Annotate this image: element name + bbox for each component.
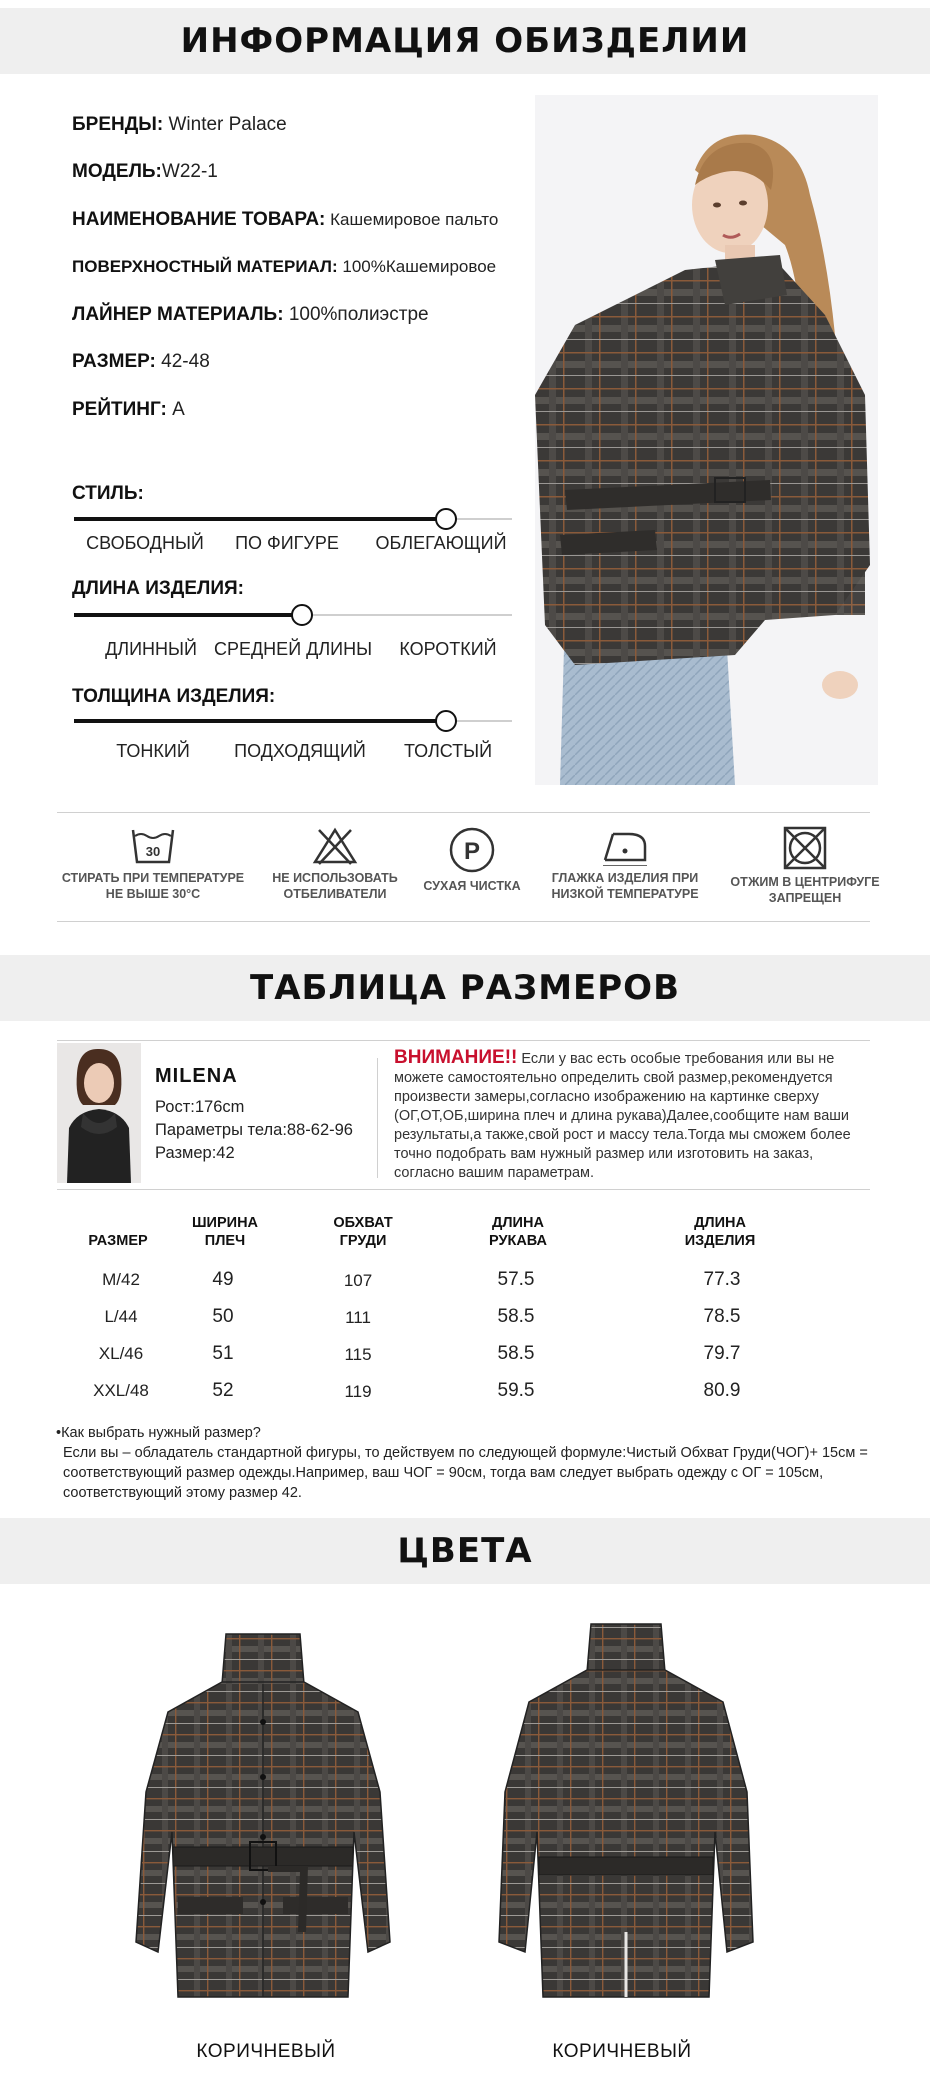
coat-front-illustration <box>118 1602 408 2022</box>
table-cell: XL/46 <box>98 1344 144 1363</box>
table-cell: 79.7 <box>703 1343 741 1364</box>
table-cell: L/44 <box>104 1307 138 1326</box>
table-header: РАЗМЕР <box>88 1233 148 1249</box>
model-coat-photo <box>535 95 878 785</box>
scale-fill <box>74 719 446 723</box>
spec-label: ЛАЙНЕР МАТЕРИАЛЬ: <box>72 304 284 325</box>
style-scale-title: СТИЛЬ: <box>72 483 144 504</box>
table-header: ДЛИНА РУКАВА <box>488 1215 548 1249</box>
length-scale-track <box>74 613 512 617</box>
spec-product-name <box>72 209 498 231</box>
model-vertical-divider <box>377 1058 378 1178</box>
spec-value: W22-1 <box>161 161 218 182</box>
spec-rating <box>72 399 185 421</box>
table-cell: 50 <box>212 1306 234 1327</box>
length-scale-title: ДЛИНА ИЗДЕЛИЯ: <box>72 578 244 599</box>
table-header: ОБХВАТ ГРУДИ <box>333 1215 393 1249</box>
spec-label: ПОВЕРХНОСТНЫЙ МАТЕРИАЛ: <box>72 257 338 276</box>
size-advice-text: Если вы – обладатель стандартной фигуры, то действуем по следующей формуле:Чистый Обхват Груди(ЧОГ)+ 15см = соответствующий размер одежды.Например, ваш ЧОГ = 90см, тогда вам следует выбрать одежду с ОГ = 105см, соответствующий этому размер 42. <box>63 1445 868 1501</box>
spec-size <box>72 351 210 373</box>
colors-section-title: ЦВЕТА <box>397 1531 533 1571</box>
table-header: ДЛИНА ИЗДЕЛИЯ <box>684 1215 756 1249</box>
dry-clean-letter: P <box>463 838 481 865</box>
size-model-photo <box>57 1043 141 1183</box>
scale-option: ТОНКИЙ <box>116 741 190 761</box>
care-label: ГЛАЖКА ИЗДЕЛИЯ ПРИ НИЗКОЙ ТЕМПЕРАТУРЕ <box>551 871 699 901</box>
spec-label: МОДЕЛЬ: <box>72 161 162 182</box>
scale-option: ДЛИННЫЙ <box>105 639 197 659</box>
size-advice <box>56 1423 876 1503</box>
table-cell: 59.5 <box>497 1380 535 1401</box>
table-cell: 49 <box>212 1269 234 1290</box>
model-top-divider <box>57 1040 870 1041</box>
wash-30-icon <box>129 826 177 866</box>
spec-value: 100%Кашемировое <box>337 257 497 276</box>
spec-value: 100%полиэстре <box>283 304 429 325</box>
wash-temperature-text: 30 <box>145 844 161 859</box>
spec-brand <box>72 114 287 136</box>
thickness-scale-track <box>74 719 512 723</box>
care-bottom-divider <box>57 921 870 922</box>
scale-option: ТОЛСТЫЙ <box>403 741 493 761</box>
table-cell: 58.5 <box>497 1306 535 1327</box>
care-label: СУХАЯ ЧИСТКА <box>423 879 521 893</box>
model-bottom-divider <box>57 1189 870 1190</box>
color-label-front: КОРИЧНЕВЫЙ <box>196 2041 336 2062</box>
table-cell: 51 <box>212 1343 234 1364</box>
scale-option: СРЕДНЕЙ ДЛИНЫ <box>213 639 373 659</box>
care-item-iron <box>525 826 725 902</box>
care-top-divider <box>57 812 870 813</box>
table-header: ШИРИНА ПЛЕЧ <box>191 1215 259 1249</box>
table-cell: XXL/48 <box>93 1381 149 1400</box>
colors-header-band <box>0 1518 930 1584</box>
style-scale-track <box>74 517 512 521</box>
care-label: СТИРАТЬ ПРИ ТЕМПЕРАТУРЕ НЕ ВЫШЕ 30°C <box>61 871 245 901</box>
attention-warning: ВНИМАНИЕ!! <box>394 1047 518 1068</box>
scale-fill <box>74 613 302 617</box>
spec-label: РЕЙТИНГ: <box>72 399 167 420</box>
dry-clean-p-icon <box>446 826 498 874</box>
coat-front-image <box>118 1602 408 2022</box>
spec-label: НАИМЕНОВАНИЕ ТОВАРА: <box>72 209 326 230</box>
spec-value: А <box>166 399 185 420</box>
care-label: ОТЖИМ В ЦЕНТРИФУГЕ ЗАПРЕЩЕН <box>730 875 880 905</box>
spec-label: БРЕНДЫ: <box>72 114 164 135</box>
care-item-wash <box>53 826 253 902</box>
spec-model <box>72 161 218 183</box>
info-section-title: ИНФОРМАЦИЯ ОБИЗДЕЛИИ <box>180 21 750 61</box>
model-size: Размер:42 <box>155 1144 235 1162</box>
attention-text: Если у вас есть особые требования или вы не можете самостоятельно определить свой размер,рекомендуется произвести замеры,согласно изображению на картинке сверху (ОГ,ОТ,ОБ,ширина плеч и длина рукава)Далее,сообщите нам ваши результаты,а также,свой рост и массу тела.Тогда мы сможем более точно подобрать вам нужный размер или изготовить на заказ, согласно вашим параметрам. <box>394 1051 851 1181</box>
size-model-illustration <box>57 1043 141 1183</box>
model-height: Рост:176cm <box>155 1098 245 1116</box>
spec-surface-material <box>72 256 496 278</box>
size-header-band <box>0 955 930 1021</box>
spec-value: Winter Palace <box>163 114 287 135</box>
table-cell: 111 <box>345 1308 371 1327</box>
table-cell: 52 <box>212 1380 234 1401</box>
color-label-back: КОРИЧНЕВЫЙ <box>552 2041 692 2062</box>
scale-option: СВОБОДНЫЙ <box>86 533 204 553</box>
table-cell: 80.9 <box>703 1380 741 1401</box>
scale-fill <box>74 517 446 521</box>
model-coat-illustration <box>535 95 878 785</box>
scale-option: ПО ФИГУРЕ <box>235 533 339 553</box>
table-cell: 58.5 <box>497 1343 535 1364</box>
model-params: Параметры тела:88-62-96 <box>155 1121 353 1139</box>
table-cell: M/42 <box>102 1270 140 1289</box>
scale-knob <box>435 508 457 530</box>
spec-lining-material <box>72 304 429 326</box>
no-bleach-icon <box>311 826 359 866</box>
coat-back-image <box>481 1602 771 2022</box>
scale-option: КОРОТКИЙ <box>399 639 497 659</box>
attention-note <box>394 1048 874 1183</box>
spec-value: Кашемировое пальто <box>325 210 499 229</box>
model-name: MILENA <box>155 1065 238 1087</box>
low-iron-icon <box>599 826 651 866</box>
table-cell: 119 <box>344 1382 372 1401</box>
spec-label: РАЗМЕР: <box>72 351 156 372</box>
thickness-scale-title: ТОЛЩИНА ИЗДЕЛИЯ: <box>72 686 276 707</box>
info-header-band <box>0 8 930 74</box>
scale-knob <box>291 604 313 626</box>
size-section-title: ТАБЛИЦА РАЗМЕРОВ <box>250 968 680 1008</box>
table-cell: 77.3 <box>703 1269 741 1290</box>
coat-back-illustration <box>481 1602 771 2022</box>
table-cell: 107 <box>343 1271 373 1290</box>
care-label: НЕ ИСПОЛЬЗОВАТЬ ОТБЕЛИВАТЕЛИ <box>272 871 398 901</box>
scale-option: ПОДХОДЯЩИЙ <box>234 741 366 761</box>
table-cell: 115 <box>344 1345 372 1364</box>
scale-option: ОБЛЕГАЮЩИЙ <box>375 533 507 553</box>
table-cell: 78.5 <box>703 1306 741 1327</box>
table-cell: 57.5 <box>497 1269 535 1290</box>
spec-value: 42-48 <box>155 351 210 372</box>
no-tumble-dry-icon <box>781 826 829 870</box>
scale-rest <box>302 614 512 616</box>
size-advice-title: •Как выбрать нужный размер? <box>56 1425 261 1441</box>
scale-knob <box>435 710 457 732</box>
care-item-no-tumble <box>705 826 905 906</box>
